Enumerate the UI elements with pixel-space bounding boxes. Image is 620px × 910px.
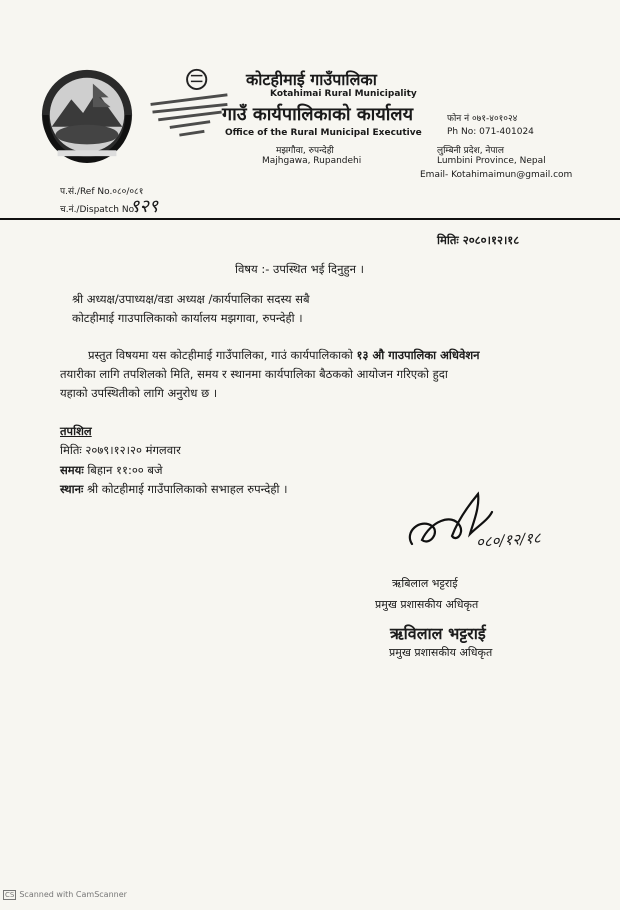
body-line-1 xyxy=(88,348,480,363)
office-name-en: Office of the Rural Municipal Executive xyxy=(225,128,422,138)
scanner-text: Scanned with CamScanner xyxy=(19,890,127,899)
province-np: लुम्बिनी प्रदेश, नेपाल xyxy=(437,146,504,156)
time-label: समयः xyxy=(60,463,84,477)
body-line-2: तयारीका लागि तपशिलको मिति, समय र स्थानमा कार्यपालिका बैठकको आयोजन गरिएको हुदा xyxy=(60,367,448,381)
addressee-line-1: श्री अध्यक्ष/उपाध्यक्ष/वडा अध्यक्ष /कार्यपालिका सदस्य सबै xyxy=(72,292,310,306)
signature-date: ०८०/१२/१८ xyxy=(475,528,542,552)
ref-number: प.सं./Ref No.०८०/०८१ xyxy=(60,187,144,197)
signatory-title: प्रमुख प्रशासकीय अधिकृत xyxy=(375,598,479,611)
email: Email- Kotahimaimun@gmail.com xyxy=(420,170,573,180)
stamp-title: प्रमुख प्रशासकीय अधिकृत xyxy=(389,646,493,659)
scanner-watermark xyxy=(3,890,127,900)
camscanner-icon: CS xyxy=(5,891,15,899)
address-np: मझगौवा, रुपन्देही xyxy=(276,146,334,156)
dispatch-label: च.नं./Dispatch No. xyxy=(60,205,137,215)
letter-date: मितिः २०८०।१२।१८ xyxy=(437,233,520,247)
office-name-np: गाउँ कार्यपालिकाको कार्यालय xyxy=(222,104,414,125)
dispatch-number: ९२९ xyxy=(130,196,159,217)
details-date: मितिः २०७९।१२।२० मंगलवार xyxy=(60,443,181,457)
body-line-1-bold: १३ औ गाउपालिका अधिवेशन xyxy=(356,348,480,362)
phone-en: Ph No: 071-401024 xyxy=(447,127,534,137)
body-line-1-text: प्रस्तुत विषयमा यस कोटहीमाई गाउँपालिका, गाउं कार्यपालिकाको xyxy=(88,348,353,362)
time-value: बिहान ११:०० बजे xyxy=(87,463,163,477)
signatory-name: ऋबिलाल भट्टराई xyxy=(392,577,458,590)
body-line-3: यहाको उपस्थितीको लागि अनुरोध छ । xyxy=(60,386,218,400)
municipality-name-en: Kotahimai Rural Municipality xyxy=(270,89,417,99)
details-heading: तपशिल xyxy=(60,424,92,438)
municipality-name-np: कोटहीमाई गाउँपालिका xyxy=(246,70,377,89)
header-divider xyxy=(0,218,620,220)
address-en: Majhgawa, Rupandehi xyxy=(262,156,362,166)
stamp-name: ऋविलाल भट्टराई xyxy=(390,624,486,643)
subject-line: विषय :- उपस्थित भई दिनुहुन । xyxy=(235,262,364,276)
details-time xyxy=(60,463,163,478)
addressee-line-2: कोटहीमाई गाउपालिकाको कार्यालय मझगावा, रुपन्देही । xyxy=(72,311,303,325)
details-place xyxy=(60,482,287,497)
place-label: स्थानः xyxy=(60,482,84,496)
province-en: Lumbini Province, Nepal xyxy=(437,156,546,166)
phone-np: फोन नं ०७१-४०१०२४ xyxy=(447,114,518,124)
nepal-emblem-icon xyxy=(38,66,136,164)
place-value: श्री कोटहीमाई गाउँपालिकाको सभाहल रुपन्देही । xyxy=(86,482,288,496)
